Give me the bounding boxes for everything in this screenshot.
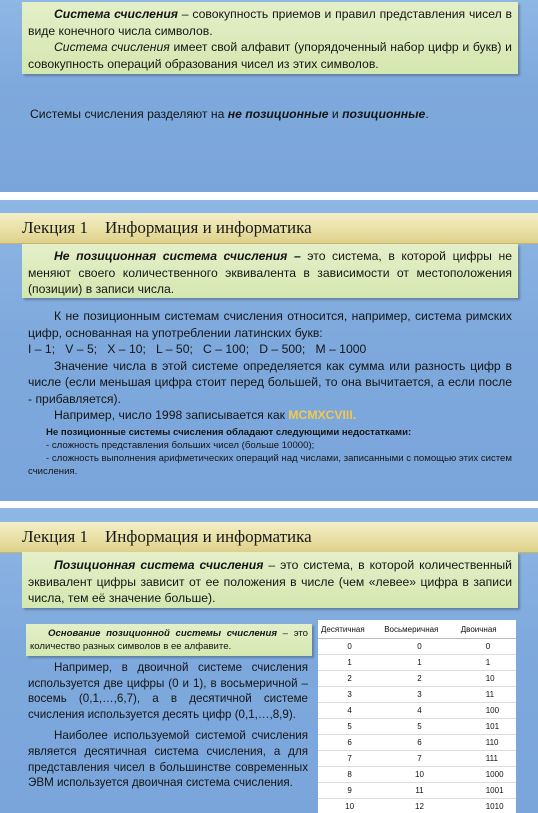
paragraph-common-systems: Наиболее используемой системой счисления является десятичная система счисления, а для представления чисел в большинстве современных ЭВМ используется двоичная система счисления. (28, 729, 308, 790)
flaw-item-2: - сложность выполнения арифметических операций над числами, записанными с помощью этих систем счисления. (28, 453, 512, 477)
paragraph-binary-example: Например, в двоичной системе счисления используется две цифры (0 и 1), в восьмеричной – восемь (0,1,…,6,7), а в десятичной системе счисления используется десять цифр (0,1,…,8,9). (28, 661, 308, 721)
table-header: Двоичная (458, 620, 516, 639)
table-cell: 100 (458, 703, 516, 719)
table-cell: 11 (458, 687, 516, 703)
term-2: Система счисления (54, 40, 170, 54)
base-term: Основание позиционной системы счисления (48, 628, 277, 639)
table-row (318, 767, 516, 783)
body-text (28, 308, 512, 424)
table-cell: 10 (458, 671, 516, 687)
table-header: Десятичная (318, 620, 381, 639)
paragraph-roman-intro: К не позиционным системам счисления относится, например, система римских цифр, основанная на употреблении латинских букв: (28, 309, 512, 340)
table-cell: 10 (318, 799, 381, 813)
split-post: . (425, 107, 429, 121)
table-cell: 110 (458, 735, 516, 751)
table-cell: 5 (381, 719, 458, 735)
table-cell: 6 (381, 735, 458, 751)
definition-text (28, 6, 512, 72)
table-row (318, 655, 516, 671)
table-cell: 101 (458, 719, 516, 735)
base-text (30, 627, 308, 653)
table-cell: 5 (318, 719, 381, 735)
table-row (318, 751, 516, 767)
table-cell: 1000 (458, 767, 516, 783)
paragraph-value: Значение числа в этой системе определяется как сумма или разность цифр в числе (если меньшая цифра стоит перед большей, то она вычитается, а если после - прибавляется). (28, 358, 512, 406)
table-row (318, 719, 516, 735)
split-nonpositional: не позиционные (227, 107, 329, 121)
table-cell: 1001 (458, 783, 516, 799)
table-row (318, 703, 516, 719)
roman-example: MCMXCVIII. (288, 408, 357, 422)
table-cell: 10 (381, 767, 458, 783)
table-cell: 9 (318, 783, 381, 799)
table-row (318, 687, 516, 703)
definition-rest: – это система, в которой количественный эквивалент цифры зависит от ее положения в числе (чем «левее» цифра в записи числа, тем её значение больше). (28, 558, 512, 605)
roman-digits: I – 1; V – 5; X – 10; L – 50; C – 100; D – 500; M – 1000 (28, 342, 367, 356)
definition-rest: это система, в которой цифры не меняют своего количественного эквивалента в зависимости от местоположения (позиции) в записи числа. (28, 249, 512, 296)
table-cell: 2 (381, 671, 458, 687)
table-cell: 0 (381, 639, 458, 655)
body-text (28, 660, 308, 791)
table-header: Восьмеричная (381, 620, 458, 639)
split-pre: Системы счисления разделяют на (30, 107, 228, 121)
table-cell: 0 (318, 639, 381, 655)
flaw-item-2-box (28, 452, 512, 478)
flaw-item: - сложность представления больших чисел (больше 10000); (46, 440, 315, 451)
table-row (318, 639, 516, 655)
table-cell: 7 (318, 751, 381, 767)
table-cell: 1010 (458, 799, 516, 813)
table-cell: 4 (318, 703, 381, 719)
slide-header: Лекция 1 Информация и информатика (22, 527, 312, 546)
term: Не позиционная система счисления – (54, 249, 301, 263)
table-row (318, 783, 516, 799)
term: Позиционная система счисления (54, 558, 264, 572)
table-row (318, 735, 516, 751)
term: Система счисления (54, 7, 178, 21)
table-cell: 11 (381, 783, 458, 799)
slide-2 (0, 200, 538, 501)
flaws-block (46, 426, 512, 452)
table-row (318, 671, 516, 687)
definition-rest-2: имеет свой алфавит (упорядоченный набор цифр и букв) и совокупность операций образования чисел из этих символов. (28, 40, 512, 71)
split-text (30, 106, 510, 123)
table-cell: 12 (381, 799, 458, 813)
slide-header: Лекция 1 Информация и информатика (22, 218, 312, 237)
split-positional: позиционные (342, 107, 426, 121)
table-cell: 2 (318, 671, 381, 687)
table-cell: 4 (381, 703, 458, 719)
table-cell: 3 (318, 687, 381, 703)
split-mid: и (328, 107, 343, 121)
table-cell: 3 (381, 687, 458, 703)
definition-rest: – совокупность приемов и правил представления чисел в виде конечного числа символов. (28, 7, 513, 38)
number-systems-table (318, 620, 516, 813)
table-cell: 1 (458, 655, 516, 671)
table-cell: 6 (318, 735, 381, 751)
paragraph-example: Например, число 1998 записывается как (54, 408, 289, 422)
definition-text (28, 248, 512, 298)
table-cell: 1 (381, 655, 458, 671)
table-row (318, 799, 516, 813)
table-cell: 0 (458, 639, 516, 655)
table-cell: 1 (318, 655, 381, 671)
table-cell: 111 (458, 751, 516, 767)
base-rest: – это количество разных символов в ее алфавите. (30, 628, 308, 652)
header-band (0, 522, 538, 553)
slide-3 (0, 508, 538, 813)
flaws-title: Не позиционные системы счисления обладают следующими недостатками: (46, 427, 412, 438)
definition-text (28, 557, 512, 607)
table-header-row (318, 620, 516, 639)
header-band (0, 213, 538, 244)
table-cell: 8 (318, 767, 381, 783)
slide-1 (0, 0, 538, 192)
table-cell: 7 (381, 751, 458, 767)
